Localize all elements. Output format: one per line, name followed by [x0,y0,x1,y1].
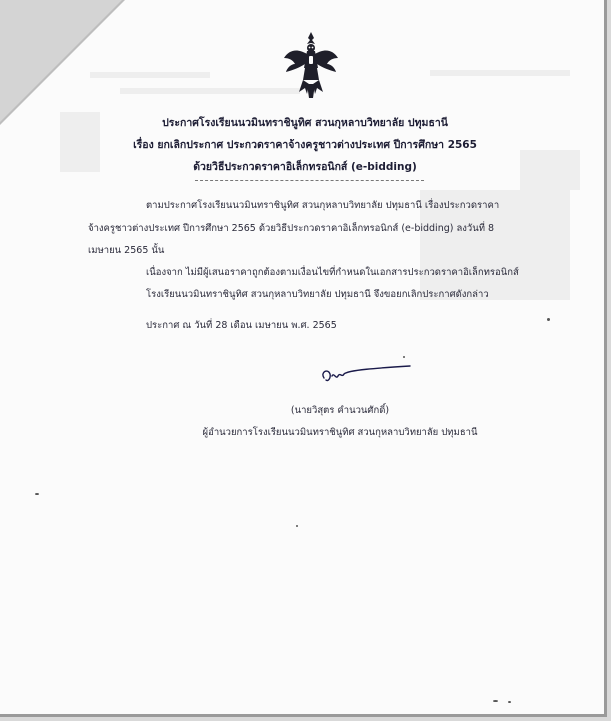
garuda-emblem-icon [281,28,341,100]
folded-corner-edge [0,0,122,122]
heading-line-2: เรื่อง ยกเลิกประกาศ ประกวดราคาจ้างครูชาวต่างประเทศ ปีการศึกษา 2565 [133,139,477,151]
paragraph-1-line-1: ตามประกาศโรงเรียนนวมินทราชินูทิศ สวนกุหลาบวิทยาลัย ปทุมธานี เรื่องประกวดราคา [146,200,500,211]
heading-line-1: ประกาศโรงเรียนนวมินทราชินูทิศ สวนกุหลาบวิทยาลัย ปทุมธานี [162,117,448,129]
heading-line-3: ด้วยวิธีประกวดราคาอิเล็กทรอนิกส์ (e-bidding) [193,161,417,173]
signatory-position: ผู้อำนวยการโรงเรียนนวมินทราชินูทิศ สวนกุหลาบวิทยาลัย ปทุมธานี [202,427,478,438]
paragraph-2-line-1: เนื่องจาก ไม่มีผู้เสนอราคาถูกต้องตามเงื่อนไขที่กำหนดในเอกสารประกวดราคาอิเล็กทรอนิกส์ [146,267,519,278]
handwritten-signature [318,362,418,388]
scan-speck [296,525,298,527]
paragraph-1-line-2: จ้างครูชาวต่างประเทศ ปีการศึกษา 2565 ด้วยวิธีประกวดราคาอิเล็กทรอนิกส์ (e-bidding) ลงวันที่ 8 [88,223,495,234]
signatory-name: (นายวิสุตร คำนวนศักดิ์) [290,405,390,416]
scan-speck [547,318,550,321]
scan-speck [508,701,511,703]
paragraph-2-line-2: โรงเรียนนวมินทราชินูทิศ สวนกุหลาบวิทยาลัย ปทุมธานี จึงขอยกเลิกประกาศดังกล่าว [146,289,489,300]
bleed-through-mark [120,88,300,94]
bleed-through-mark [430,70,570,76]
scan-speck [493,700,498,702]
announcement-date: ประกาศ ณ วันที่ 28 เดือน เมษายน พ.ศ. 2565 [146,320,337,331]
scan-speck [403,356,405,358]
heading-divider [195,180,424,181]
scan-speck [35,493,39,495]
paragraph-1-line-3: เมษายน 2565 นั้น [88,245,165,256]
